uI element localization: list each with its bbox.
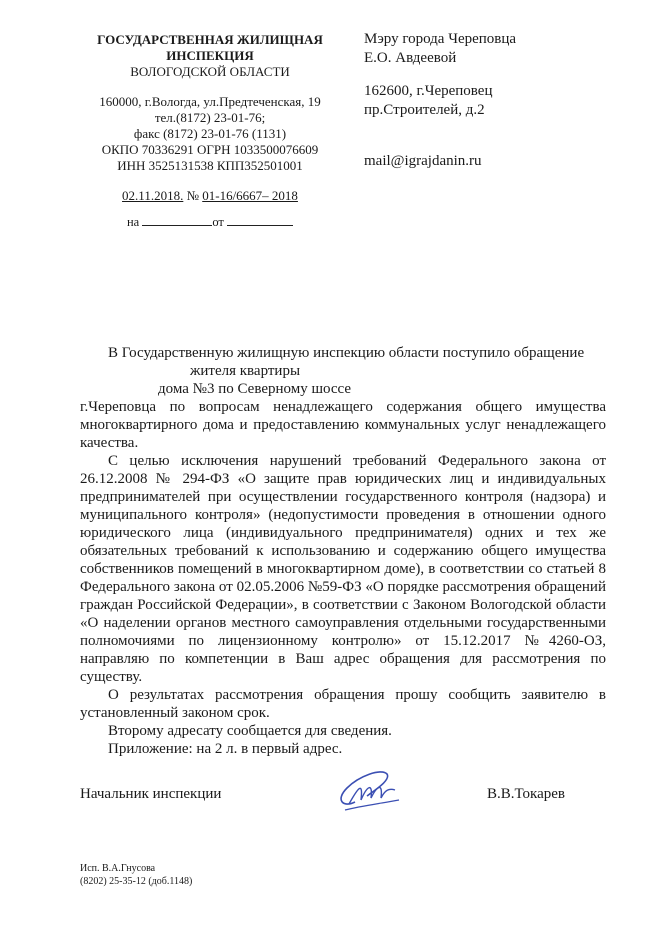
sender-block <box>60 32 360 230</box>
sender-org-line1: ГОСУДАРСТВЕННАЯ ЖИЛИЩНАЯ <box>97 32 323 47</box>
sender-inn-kpp: ИНН 3525131538 КПП352501001 <box>117 158 303 173</box>
paragraph-1 <box>80 344 606 452</box>
executor-name: Исп. В.А.Гнусова <box>80 863 156 874</box>
ref-date-blank <box>227 215 293 226</box>
sender-address: 160000, г.Вологда, ул.Предтеченская, 19 <box>99 94 321 109</box>
recipient-block <box>364 30 624 171</box>
paragraph-4: Второму адресату сообщается для сведения. <box>108 723 392 739</box>
sender-fax: факс (8172) 23-01-76 (1131) <box>133 126 287 141</box>
paragraph-1-line1: В Государственную жилищную инспекцию области поступило обращение <box>108 345 585 361</box>
recipient-line2: Е.О. Авдеевой <box>364 50 457 66</box>
signatory-name: В.В.Токарев <box>487 786 566 802</box>
recipient-address2: пр.Строителей, д.2 <box>364 102 485 118</box>
letter-body <box>80 344 606 758</box>
executor-block <box>80 862 192 888</box>
paragraph-5: Приложение: на 2 л. в первый адрес. <box>108 741 343 757</box>
paragraph-1-line2 <box>80 362 556 398</box>
outgoing-reference <box>60 188 360 204</box>
sender-okpo-ogrn: ОКПО 70336291 ОГРН 1033500076609 <box>101 142 319 157</box>
outgoing-number-sign: № <box>186 188 199 203</box>
ref-on-label: на <box>126 215 140 229</box>
outgoing-number: 01-16/6667– 2018 <box>202 188 298 203</box>
recipient-email: mail@igrajdanin.ru <box>364 153 482 169</box>
sender-region: ВОЛОГОДСКОЙ ОБЛАСТИ <box>130 64 290 79</box>
paragraph-1-line2a: жителя квартиры <box>190 363 301 379</box>
recipient-address1: 162600, г.Череповец <box>364 83 493 99</box>
ref-number-blank <box>142 215 212 226</box>
paragraph-3: О результатах рассмотрения обращения прошу сообщить заявителю в установленный законом срок. <box>80 687 606 721</box>
incoming-reference <box>60 214 360 230</box>
signatory-title: Начальник инспекции <box>80 786 222 802</box>
executor-phone: (8202) 25-35-12 (доб.1148) <box>80 876 193 887</box>
recipient-line1: Мэру города Череповца <box>364 31 517 47</box>
sender-org-line2: ИНСПЕКЦИЯ <box>166 48 254 63</box>
sender-phone: тел.(8172) 23-01-76; <box>154 110 266 125</box>
ref-from-label: от <box>212 215 224 229</box>
outgoing-date: 02.11.2018. <box>122 188 184 203</box>
paragraph-1-rest: г.Череповца по вопросам ненадлежащего содержания общего имущества многоквартирного дома и предоставлению коммунальных услуг ненадлежащего качества. <box>80 399 606 451</box>
paragraph-1-line2b: дома №3 по Северному шоссе <box>158 381 352 397</box>
paragraph-2: С целью исключения нарушений требований Федерального закона от 26.12.2008 № 294-ФЗ «О защите прав юридических лиц и индивидуальных предпринимателей при осуществлении государственного контроля (надзора) и муниципального контроля» (недопустимости проведения в отношении одного юридического лица (индивидуального предпринимателя) одних и тех же обязательных требований к использованию и содержанию общего имущества собственников помещений в многоквартирном доме), в соответствии со статьей 8 Федерального закона от 02.05.2006 №59-ФЗ «О порядке рассмотрения обращений граждан Российской Федерации», в соответствии с Законом Вологодской области «О наделении органов местного самоуправления отдельными государственными полномочиями по лицензионному контролю» от 15.12.2017 №4260-ОЗ, направляю по компетенции в Ваш адрес обращения для рассмотрения по существу. <box>80 453 606 685</box>
handwritten-signature <box>325 760 405 822</box>
